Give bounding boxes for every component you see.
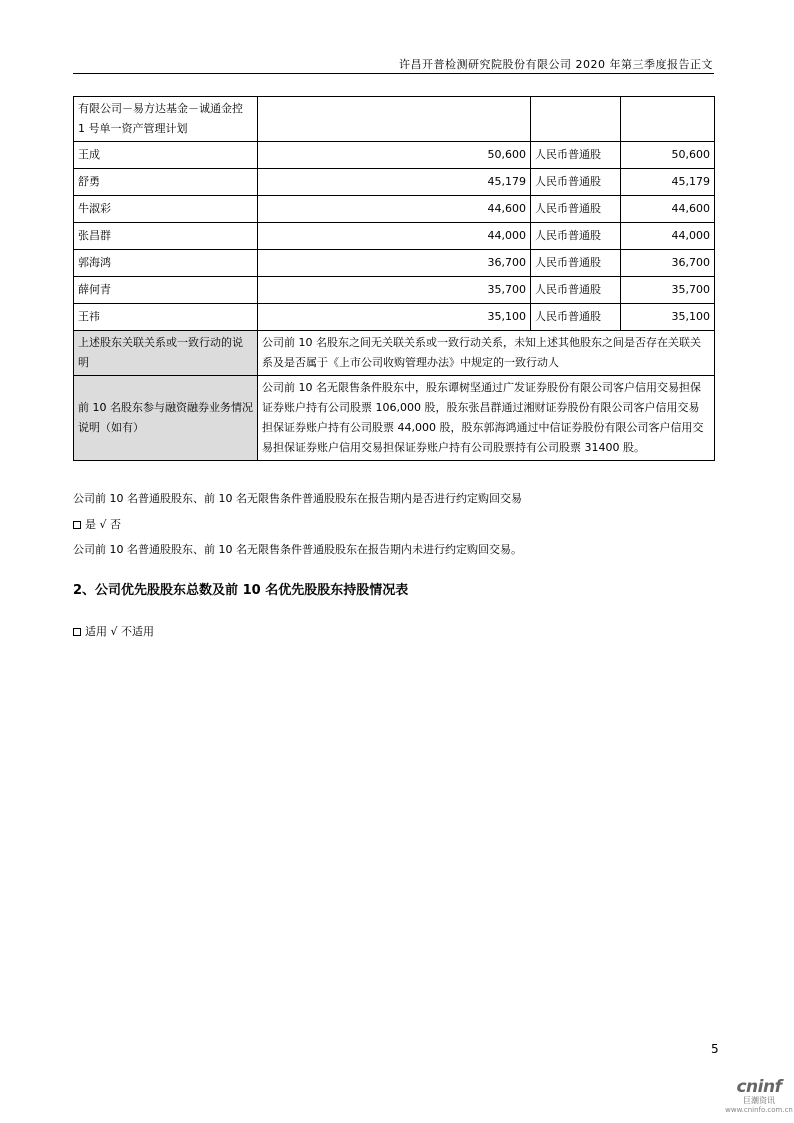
share-type: 人民币普通股 bbox=[531, 142, 621, 169]
holder-shares: 36,700 bbox=[258, 250, 531, 277]
holder-shares: 35,700 bbox=[258, 277, 531, 304]
checkbox-icon bbox=[73, 628, 81, 636]
table-row bbox=[74, 223, 715, 250]
holder-shares: 50,600 bbox=[258, 142, 531, 169]
share-type: 人民币普通股 bbox=[531, 304, 621, 331]
shareholder-table bbox=[73, 96, 715, 461]
holder-name: 王成 bbox=[74, 142, 258, 169]
margin-label: 前 10 名股东参与融资融券业务情况说明（如有） bbox=[74, 376, 258, 461]
relation-text: 公司前 10 名股东之间无关联关系或一致行动关系，未知上述其他股东之间是否存在关联关系及是否属于《上市公司收购管理办法》中规定的一致行动人 bbox=[258, 331, 715, 376]
relation-row bbox=[74, 331, 715, 376]
table-row bbox=[74, 304, 715, 331]
table-row bbox=[74, 97, 715, 142]
share-type: 人民币普通股 bbox=[531, 169, 621, 196]
share-type: 人民币普通股 bbox=[531, 277, 621, 304]
table-row bbox=[74, 196, 715, 223]
holder-shares: 44,600 bbox=[258, 196, 531, 223]
section2-options bbox=[73, 623, 154, 641]
table-row bbox=[74, 142, 715, 169]
section2-heading: 2、公司优先股股东总数及前 10 名优先股股东持股情况表 bbox=[73, 583, 409, 598]
share-count: 50,600 bbox=[621, 142, 715, 169]
logo-text: cninf bbox=[736, 1077, 782, 1097]
share-count: 35,700 bbox=[621, 277, 715, 304]
margin-row bbox=[74, 376, 715, 461]
header-rule bbox=[73, 73, 714, 74]
logo-url: www.cninfo.com.cn bbox=[725, 1106, 793, 1114]
margin-text: 公司前 10 名无限售条件股东中，股东谭树坚通过广发证券股份有限公司客户信用交易担保证券账户持有公司股票 106,000 股，股东张昌群通过湘财证券股份有限公司客户信用交易担保证券账户持有公司股票 44,000 股，股东郭海鸿通过中信证券股份有限公司客户信用交易担保证券账户信用交易担保证券账户持有公司股票持有公司股票 31400 股。 bbox=[258, 376, 715, 461]
page-number: 5 bbox=[711, 1042, 719, 1056]
table-row bbox=[74, 169, 715, 196]
holder-shares: 44,000 bbox=[258, 223, 531, 250]
share-count: 44,600 bbox=[621, 196, 715, 223]
logo-sub: 巨潮资讯 bbox=[743, 1096, 775, 1105]
share-type: 人民币普通股 bbox=[531, 250, 621, 277]
buyback-answer: 公司前 10 名普通股股东、前 10 名无限售条件普通股股东在报告期内未进行约定购回交易。 bbox=[73, 543, 522, 556]
holder-name: 舒勇 bbox=[74, 169, 258, 196]
holder-shares: 35,100 bbox=[258, 304, 531, 331]
holder-name: 王祎 bbox=[74, 304, 258, 331]
holder-name: 郭海鸿 bbox=[74, 250, 258, 277]
holder-shares: 45,179 bbox=[258, 169, 531, 196]
holder-shares bbox=[258, 97, 531, 142]
holder-name: 张昌群 bbox=[74, 223, 258, 250]
share-count: 44,000 bbox=[621, 223, 715, 250]
share-type: 人民币普通股 bbox=[531, 196, 621, 223]
share-count: 36,700 bbox=[621, 250, 715, 277]
share-count: 35,100 bbox=[621, 304, 715, 331]
table-row bbox=[74, 277, 715, 304]
buyback-options bbox=[73, 516, 121, 534]
buyback-question: 公司前 10 名普通股股东、前 10 名无限售条件普通股股东在报告期内是否进行约定购回交易 bbox=[73, 492, 522, 505]
table-row bbox=[74, 250, 715, 277]
cninfo-logo bbox=[724, 1077, 794, 1114]
share-count bbox=[621, 97, 715, 142]
holder-name: 薛何青 bbox=[74, 277, 258, 304]
holder-name: 牛淑彩 bbox=[74, 196, 258, 223]
share-type bbox=[531, 97, 621, 142]
share-type: 人民币普通股 bbox=[531, 223, 621, 250]
share-count: 45,179 bbox=[621, 169, 715, 196]
page-header: 许昌开普检测研究院股份有限公司 2020 年第三季度报告正文 bbox=[399, 58, 713, 71]
section2-options-text: 适用 √ 不适用 bbox=[85, 625, 155, 638]
holder-name: 有限公司－易方达基金－诚通金控 1 号单一资产管理计划 bbox=[74, 97, 258, 142]
buyback-options-text: 是 √ 否 bbox=[85, 518, 122, 531]
checkbox-icon bbox=[73, 521, 81, 529]
relation-label: 上述股东关联关系或一致行动的说明 bbox=[74, 331, 258, 376]
